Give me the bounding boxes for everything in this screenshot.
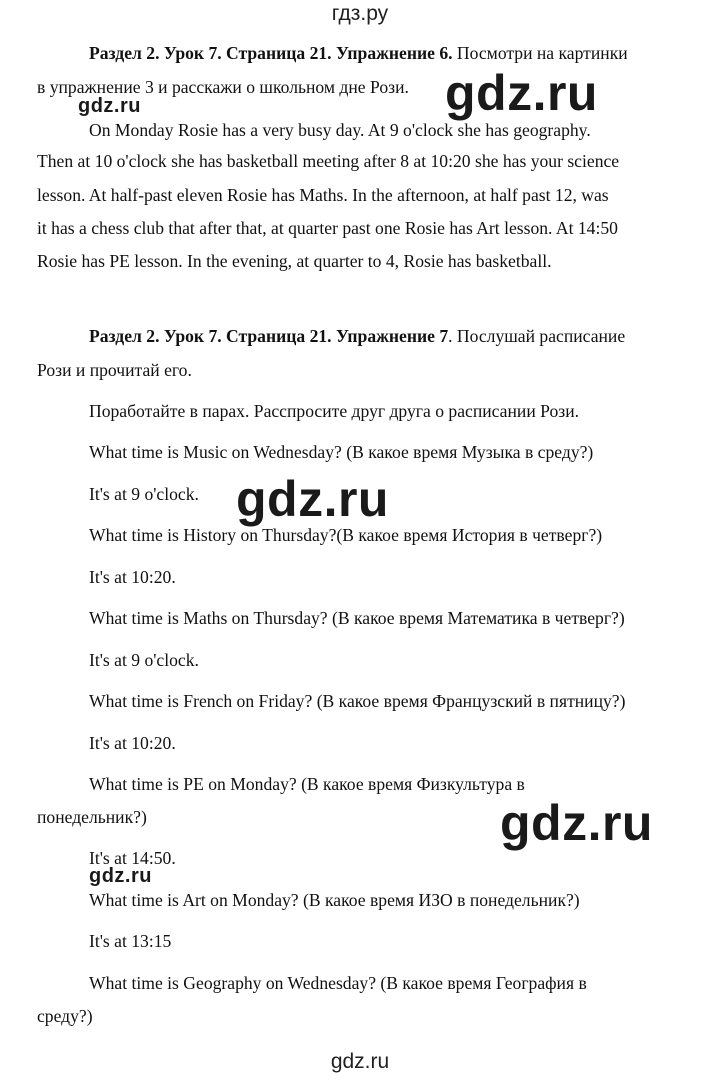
ex7-task-part1: . Послушай расписание	[448, 326, 626, 346]
ex7-line-7: What time is French on Friday? (В какое время Французский в пятницу?)	[89, 691, 626, 711]
ex6-task-part2: в упражнение 3 и расскажи о школьном дне Рози.	[37, 77, 409, 97]
watermark-small-2: gdz.ru	[89, 865, 152, 887]
ex7-line-15: среду?)	[37, 1006, 93, 1026]
watermark-big-1: gdz.ru	[445, 65, 598, 121]
ex7-line-12: What time is Art on Monday? (В какое время ИЗО в понедельник?)	[89, 890, 580, 910]
ex6-answer-line-4: it has a chess club that after that, at quarter past one Rosie has Art lesson. At 14:50	[37, 218, 618, 238]
ex7-line-13: It's at 13:15	[89, 931, 172, 951]
ex7-heading: Раздел 2. Урок 7. Страница 21. Упражнение 7	[89, 326, 449, 346]
watermark-small-1: gdz.ru	[78, 95, 141, 117]
ex7-line-11: It's at 14:50.	[89, 848, 176, 868]
ex7-line-4: It's at 10:20.	[89, 567, 176, 587]
watermark-big-3: gdz.ru	[500, 795, 653, 851]
ex6-title-line	[89, 42, 628, 64]
ex6-heading: Раздел 2. Урок 7. Страница 21. Упражнение 6.	[89, 43, 453, 63]
header-watermark: гдз.ру	[331, 2, 389, 25]
ex7-line-6: It's at 9 o'clock.	[89, 650, 199, 670]
ex7-instruction: Поработайте в парах. Расспросите друг друга о расписании Рози.	[89, 401, 580, 421]
ex7-line-8: It's at 10:20.	[89, 733, 176, 753]
ex7-line-5: What time is Maths on Thursday? (В какое время Математика в четверг?)	[89, 608, 625, 628]
ex7-line-3: What time is History on Thursday?(В какое время История в четверг?)	[89, 525, 603, 545]
ex7-task-part2: Рози и прочитай его.	[37, 360, 192, 380]
ex6-answer-line-1: On Monday Rosie has a very busy day. At 9 o'clock she has geography.	[89, 120, 591, 140]
ex6-task-part1: Посмотри на картинки	[452, 43, 628, 63]
ex6-answer-line-3: lesson. At half-past eleven Rosie has Maths. In the afternoon, at half past 12, was	[37, 185, 609, 205]
ex7-line-10: понедельник?)	[37, 807, 147, 827]
ex6-answer-line-2: Then at 10 o'clock she has basketball meeting after 8 at 10:20 she has your science	[37, 151, 620, 171]
ex7-title-line	[89, 325, 625, 347]
ex7-line-1: What time is Music on Wednesday? (В какое время Музыка в среду?)	[89, 442, 594, 462]
footer-watermark: gdz.ru	[330, 1050, 390, 1073]
watermark-big-2: gdz.ru	[236, 471, 389, 527]
ex7-line-14: What time is Geography on Wednesday? (В какое время География в	[89, 973, 587, 993]
ex7-line-9: What time is PE on Monday? (В какое время Физкультура в	[89, 774, 525, 794]
ex7-line-2: It's at 9 o'clock.	[89, 484, 199, 504]
ex6-answer-line-5: Rosie has PE lesson. In the evening, at quarter to 4, Rosie has basketball.	[37, 251, 552, 271]
